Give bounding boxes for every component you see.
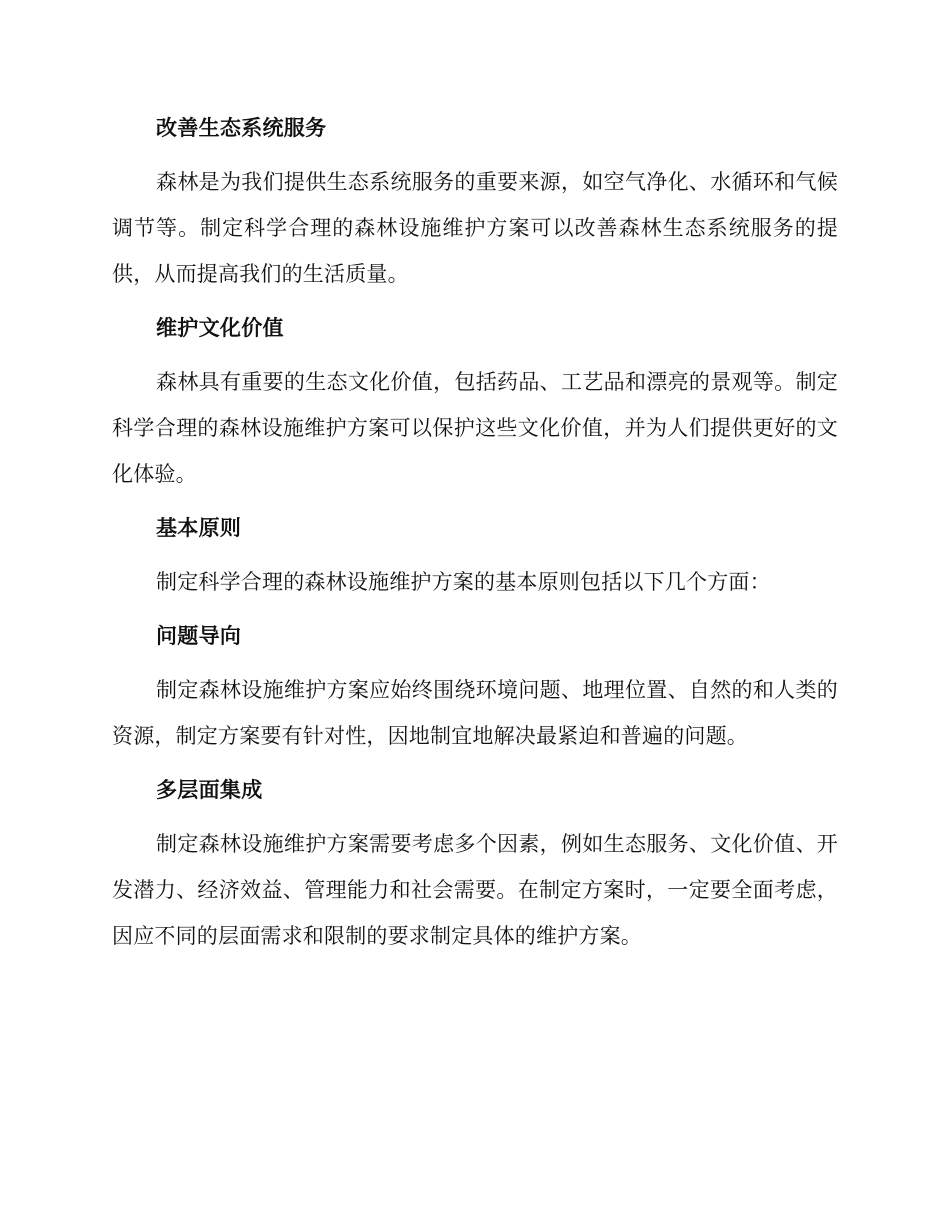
section-heading: 多层面集成 <box>156 778 263 802</box>
section-heading: 基本原则 <box>156 516 242 540</box>
section-heading: 问题导向 <box>156 624 242 648</box>
section-problem-oriented <box>112 613 838 759</box>
section-paragraph: 森林具有重要的生态文化价值，包括药品、工艺品和漂亮的景观等。制定科学合理的森林设施维护方案可以保护这些文化价值，并为人们提供更好的文化体验。 <box>112 370 838 486</box>
section-paragraph: 森林是为我们提供生态系统服务的重要来源，如空气净化、水循环和气候调节等。制定科学合理的森林设施维护方案可以改善森林生态系统服务的提供，从而提高我们的生活质量。 <box>112 170 838 286</box>
section-multi-level-integration <box>112 767 838 959</box>
document-page <box>112 105 838 967</box>
section-paragraph: 制定科学合理的森林设施维护方案的基本原则包括以下几个方面： <box>156 570 771 594</box>
section-basic-principles <box>112 505 838 605</box>
section-heading: 改善生态系统服务 <box>156 116 327 140</box>
section-heading: 维护文化价值 <box>156 316 284 340</box>
section-paragraph: 制定森林设施维护方案需要考虑多个因素，例如生态服务、文化价值、开发潜力、经济效益、管理能力和社会需要。在制定方案时，一定要全面考虑，因应不同的层面需求和限制的要求制定具体的维护方案。 <box>112 832 838 948</box>
section-paragraph: 制定森林设施维护方案应始终围绕环境问题、地理位置、自然的和人类的资源，制定方案要有针对性，因地制宜地解决最紧迫和普遍的问题。 <box>112 678 838 748</box>
section-ecosystem-services <box>112 105 838 297</box>
section-cultural-value <box>112 305 838 497</box>
